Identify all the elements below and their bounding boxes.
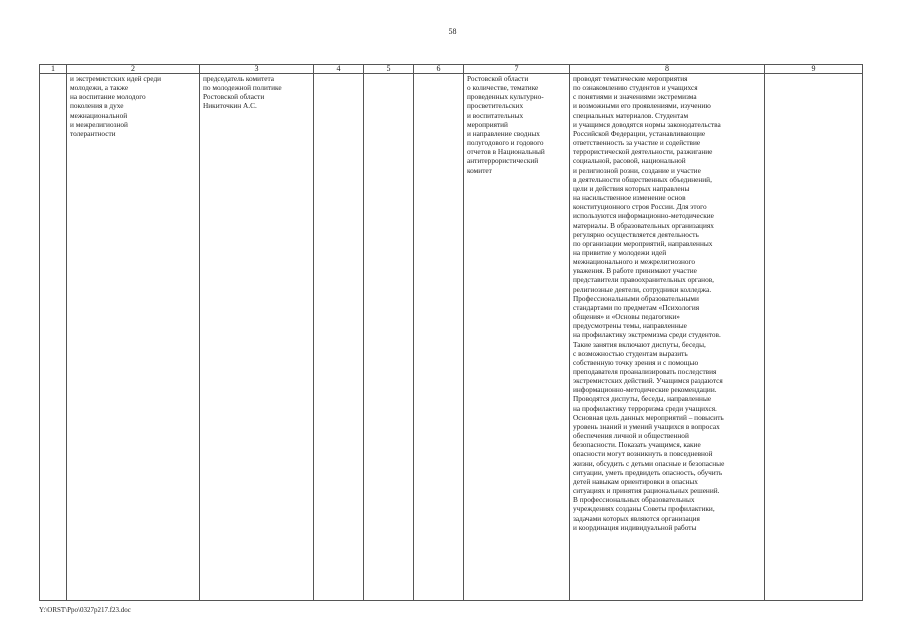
cell-description-text: проводят тематические мероприятия по ознакомлению студентов и учащихся с понятиями и значениями экстремизма и возможными его проявлениями, изучению специальных материалов. Студентам и учащимся доводятся нормы законодательства Российской Федерации, устанавливающие ответственность за участие и содействие террористической деятельности, разжигание социальной, расовой, национальной и религиозной розни, создание и участие в деятельности общественных объединений, цели и действия которых направлены на насильственное изменение основ конституционного строя России. Для этого используются информационно-методические материалы. В образовательных организациях регулярно осуществляется деятельность по организации мероприятий, направленных на привитие у молодежи идей межнационального и межрелигиозного уважения. В работе принимают участие представители правоохранительных органов, религиозные деятели, сотрудники колледжа. Профессиональными образовательными стандартами по предметам «Психология общения» и «Основы педагогики» предусмотрены темы, направленные на профилактику экстремизма среди студентов. Такие занятия включают диспуты, беседы, с возможностью студентам выразить собственную точку зрения и с помощью преподавателя проанализировать последствия экстремистских действий. Учащимся раздаются информационно-методические рекомендации. Проводятся диспуты, беседы, направленные на профилактику терроризма среди учащихся. Основная цель данных мероприятий – повысить уровень знаний и умений учащихся в вопросах обеспечения личной и общественной безопасности. Показать учащимся, какие опасности могут возникнуть в повседневной жизни, обсудить с детьми опасные и безопасные ситуации, уметь предвидеть опасность, обучить детей навыкам ориентировки в опасных ситуациях и принятия рациональных решений. В профессиональных образовательных учреждениях созданы Советы профилактики, задачами которых являются организация и координация индивидуальной работы [573, 74, 725, 532]
column-header-3: 3 [200, 65, 314, 74]
cell-column-4 [314, 74, 364, 601]
column-header-8: 8 [570, 65, 765, 74]
cell-activity [67, 74, 200, 601]
column-header-2: 2 [67, 65, 200, 74]
cell-reporting-text: Ростовской области о количестве, тематике проведенных культурно- просветительских и воспитательных мероприятий и направление сводных полугодового и годового отчетов в Национальный антитеррористический комитет [467, 74, 545, 175]
cell-responsible-text: председатель комитета по молодежной политике Ростовской области Никиточкин А.С. [203, 74, 282, 111]
column-header-1: 1 [40, 65, 67, 74]
column-header-4: 4 [314, 65, 364, 74]
document-table [39, 64, 863, 601]
column-header-6: 6 [414, 65, 464, 74]
cell-column-6 [414, 74, 464, 601]
cell-column-5 [364, 74, 414, 601]
page-number: 58 [448, 27, 457, 36]
footer-file-path: Y:\ORST\Ppo\0327p217.f23.doc [39, 606, 131, 614]
cell-description [570, 74, 765, 601]
column-header-9: 9 [765, 65, 863, 74]
column-header-5: 5 [364, 65, 414, 74]
cell-responsible [200, 74, 314, 601]
cell-column-9 [765, 74, 863, 601]
cell-number [40, 74, 67, 601]
column-header-7: 7 [464, 65, 570, 74]
table-header-row [40, 65, 863, 74]
cell-activity-text: и экстремистских идей среди молодежи, а также на воспитание молодого поколения в духе межнациональной и межрелигиозной толерантности [70, 74, 162, 138]
cell-reporting [464, 74, 570, 601]
table-row [40, 74, 863, 601]
